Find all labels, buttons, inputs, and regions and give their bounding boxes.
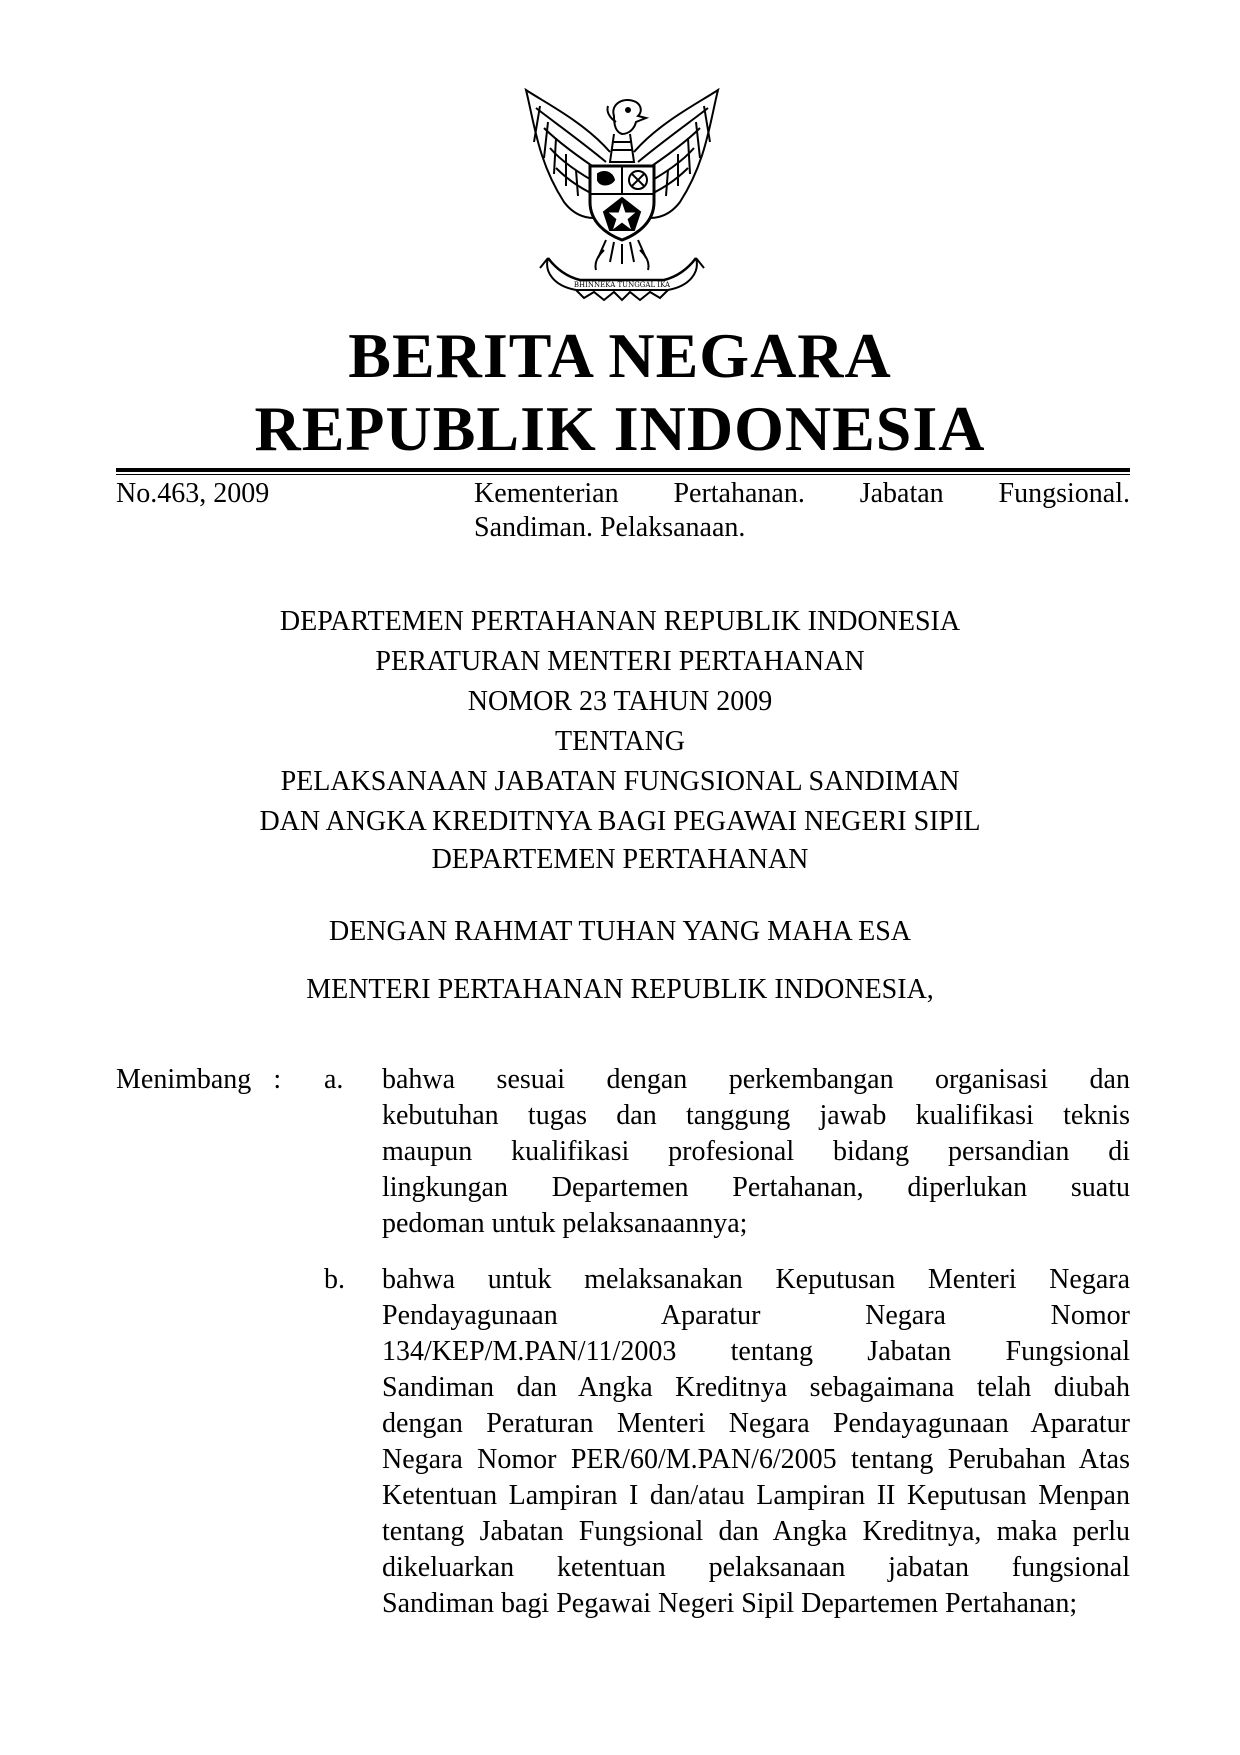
heading-line: TENTANG [555,726,685,757]
heading-line: DEPARTEMEN PERTAHANAN [431,844,809,875]
opening-formula [0,912,1240,1028]
item-line: Sandiman dan Angka Kreditnya sebagaimana telah diubah [382,1372,1130,1403]
item-line: bahwa sesuai dengan perkembangan organisasi dan [382,1064,1130,1095]
item-line: dengan Peraturan Menteri Negara Pendayagunaan Aparatur [382,1408,1130,1439]
heading-line: NOMOR 23 TAHUN 2009 [467,686,773,717]
consideration-item-b [382,1262,1130,1622]
shield [590,166,654,240]
motto-scroll [540,258,704,300]
considerations-separator: : [273,1064,282,1095]
masthead-divider [116,468,1130,475]
item-line: 134/KEP/M.PAN/11/2003 tentang Jabatan Fungsional [382,1336,1130,1367]
regulation-heading [0,602,1240,878]
item-line: Sandiman bagi Pegawai Negeri Sipil Departemen Pertahanan; [382,1588,1078,1619]
item-line: pedoman untuk pelaksanaannya; [382,1208,748,1239]
item-line: lingkungan Departemen Pertahanan, diperlukan suatu [382,1172,1130,1203]
heading-line: PELAKSANAAN JABATAN FUNGSIONAL SANDIMAN [280,766,960,797]
item-line: Pendayagunaan Aparatur Negara Nomor [382,1300,1130,1331]
heading-line: PERATURAN MENTERI PERTAHANAN [375,646,865,677]
item-marker-a: a. [324,1064,344,1095]
item-line: Negara Nomor PER/60/M.PAN/6/2005 tentang Perubahan Atas [382,1444,1130,1475]
subject-line: Kementerian Pertahanan. Jabatan Fungsional. [474,478,1130,509]
motto-text: BHINNEKA TUNGGAL IKA [573,281,671,289]
garuda-emblem-icon [514,82,730,304]
subject-line: Sandiman. Pelaksanaan. [474,512,746,543]
edition-subject [474,477,1130,545]
item-marker-b: b. [324,1264,345,1295]
edition-number: No.463, 2009 [116,478,270,509]
masthead-title-line2: REPUBLIK INDONESIA [254,393,986,464]
considerations-label-text: Menimbang [116,1064,252,1095]
opening-line: DENGAN RAHMAT TUHAN YANG MAHA ESA [328,916,912,947]
opening-line: MENTERI PERTAHANAN REPUBLIK INDONESIA, [306,974,934,1005]
item-line: tentang Jabatan Fungsional dan Angka Kreditnya, maka perlu [382,1516,1130,1547]
masthead-title-line1: BERITA NEGARA [348,320,892,391]
heading-line: DAN ANGKA KREDITNYA BAGI PEGAWAI NEGERI SIPIL [259,806,981,837]
item-line: dikeluarkan ketentuan pelaksanaan jabatan fungsional [382,1552,1130,1583]
consideration-item-a [382,1062,1130,1242]
item-line: Ketentuan Lampiran I dan/atau Lampiran II Keputusan Menpan [382,1480,1130,1511]
item-line: kebutuhan tugas dan tanggung jawab kualifikasi teknis [382,1100,1130,1131]
item-line: bahwa untuk melaksanakan Keputusan Menteri Negara [382,1264,1130,1295]
heading-line: DEPARTEMEN PERTAHANAN REPUBLIK INDONESIA [279,606,961,637]
considerations-label [116,1062,281,1098]
item-line: maupun kualifikasi profesional bidang persandian di [382,1136,1130,1167]
